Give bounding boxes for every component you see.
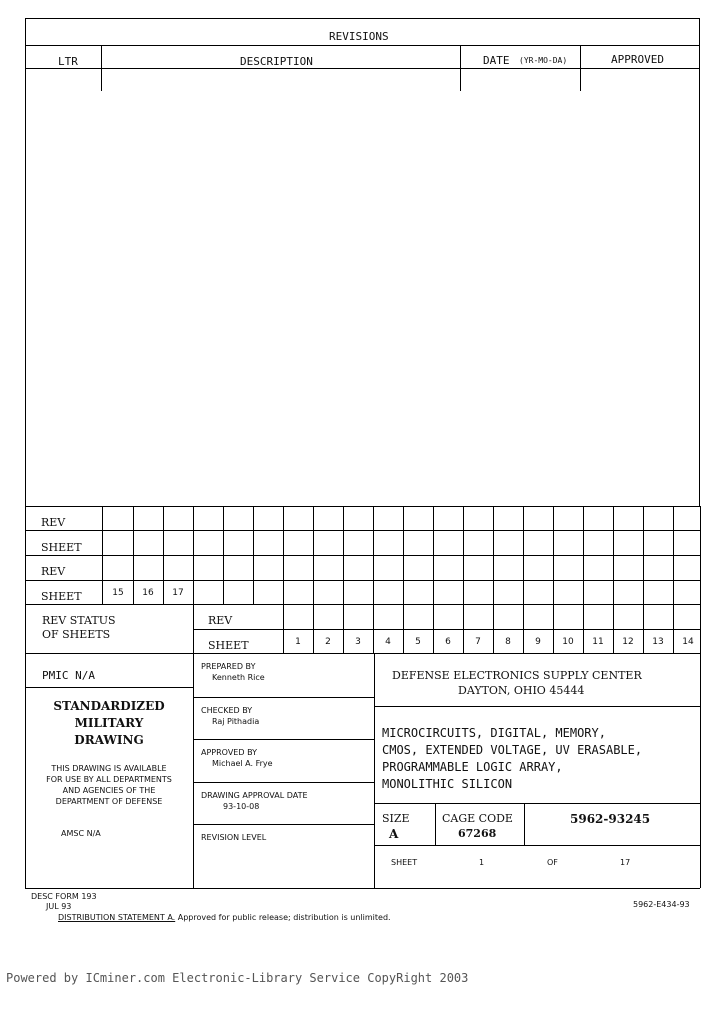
approval-date-label: DRAWING APPROVAL DATE	[201, 791, 308, 800]
standardized-line3: DRAWING	[74, 733, 144, 747]
upper-sheet-num-16: 16	[142, 588, 154, 598]
standardized-line1: STANDARDIZED	[53, 699, 165, 713]
grid-column-divider	[523, 506, 524, 604]
agency-divider	[374, 653, 375, 888]
agency-line1: DEFENSE ELECTRONICS SUPPLY CENTER	[392, 669, 642, 682]
title-block-pmic-line	[25, 687, 193, 688]
prepared-by-label: PREPARED BY	[201, 662, 256, 671]
grid-top-line	[25, 506, 700, 507]
title-block-right-border	[700, 653, 701, 888]
revisions-title: REVISIONS	[329, 30, 389, 43]
lower-sheet-num-2: 2	[325, 637, 331, 647]
document-code: 5962-E434-93	[633, 900, 690, 909]
lower-sheet-num-14: 14	[682, 637, 694, 647]
grid-column-divider	[223, 506, 224, 604]
rev-label-3: REV	[208, 614, 233, 627]
availability-line1: THIS DRAWING IS AVAILABLE	[51, 764, 167, 773]
col-approved: APPROVED	[611, 53, 664, 66]
availability-line2: FOR USE BY ALL DEPARTMENTS	[46, 775, 172, 784]
powered-by-footer: Powered by ICminer.com Electronic-Library Service CopyRight 2003	[6, 971, 469, 985]
checked-by-label: CHECKED BY	[201, 706, 253, 715]
lower-sheet-num-3: 3	[355, 637, 361, 647]
grid-column-divider	[193, 506, 194, 604]
upper-sheet-num-15: 15	[112, 588, 124, 598]
grid-line-3	[25, 555, 700, 556]
grid-column-divider	[583, 506, 584, 604]
form-line2: JUL 93	[46, 902, 72, 911]
grid-column-divider	[403, 506, 404, 604]
approved-by-value: Michael A. Frye	[212, 759, 273, 768]
lower-sheet-num-8: 8	[505, 637, 511, 647]
grid-column-divider	[643, 506, 644, 604]
revision-level-label: REVISION LEVEL	[201, 833, 267, 842]
cage-code-value: 67268	[458, 827, 497, 840]
lower-sheet-num-11: 11	[592, 637, 604, 647]
pmic-label: PMIC N/A	[42, 669, 95, 682]
lower-sheet-num-5: 5	[415, 637, 421, 647]
rev-status-line1: REV STATUS	[42, 614, 116, 627]
sig-line-4	[193, 824, 374, 825]
desc-line3: PROGRAMMABLE LOGIC ARRAY,	[382, 760, 563, 774]
lower-sheet-num-13: 13	[652, 637, 664, 647]
sheet-label: SHEET	[391, 858, 418, 867]
checked-by-value: Raj Pithadia	[212, 717, 260, 726]
distribution-statement	[58, 914, 391, 922]
grid-column-divider	[463, 506, 464, 604]
revisions-table	[25, 18, 700, 506]
agency-bottom-line	[374, 706, 700, 707]
desc-line4: MONOLITHIC SILICON	[382, 777, 513, 791]
approval-date-value: 93-10-08	[223, 802, 260, 811]
grid-column-divider	[613, 506, 614, 604]
grid-column-divider	[493, 506, 494, 604]
distribution-label: DISTRIBUTION STATEMENT A.	[58, 913, 176, 922]
form-line1: DESC FORM 193	[31, 892, 97, 901]
col-description: DESCRIPTION	[240, 55, 313, 68]
availability-line3: AND AGENCIES OF THE	[62, 786, 156, 795]
lower-sheet-num-10: 10	[562, 637, 574, 647]
sheet-label-1: SHEET	[41, 541, 82, 554]
col-ltr: LTR	[58, 55, 78, 68]
revisions-column-header-divider	[25, 68, 700, 69]
amsc-label: AMSC N/A	[61, 829, 101, 838]
sig-line-3	[193, 782, 374, 783]
standardized-line2: MILITARY	[74, 716, 144, 730]
lower-sheet-num-12: 12	[622, 637, 634, 647]
approved-by-label: APPROVED BY	[201, 748, 258, 757]
grid-column-divider	[433, 506, 434, 604]
revisions-col-divider-2	[460, 45, 461, 91]
sheet-label-3: SHEET	[208, 639, 249, 652]
sheet-label-2: SHEET	[41, 590, 82, 603]
grid-left-border	[25, 506, 26, 888]
lower-sheet-num-9: 9	[535, 637, 541, 647]
rev-label-2: REV	[41, 565, 66, 578]
grid-column-divider	[373, 506, 374, 604]
cage-dwg-divider	[524, 803, 525, 845]
revisions-col-divider-1	[101, 45, 102, 91]
rev-label-1: REV	[41, 516, 66, 529]
availability-line4: DEPARTMENT OF DEFENSE	[55, 797, 163, 806]
of-label: OF	[547, 858, 558, 867]
size-bottom-line	[374, 845, 700, 846]
agency-line2: DAYTON, OHIO 45444	[458, 684, 585, 697]
rev-status-line2: OF SHEETS	[42, 628, 111, 641]
size-label: SIZE	[382, 812, 410, 825]
drawing-number: 5962-93245	[570, 812, 651, 826]
desc-bottom-line	[374, 803, 700, 804]
grid-column-divider	[673, 506, 674, 604]
of-value: 17	[620, 858, 631, 867]
col-date: DATE	[483, 54, 510, 67]
sig-line-1	[193, 697, 374, 698]
grid-line-2	[25, 530, 700, 531]
grid-column-divider	[313, 506, 314, 604]
title-block-bottom	[25, 888, 700, 889]
sheet-value: 1	[479, 858, 485, 867]
lower-sheet-num-1: 1	[295, 637, 301, 647]
size-value: A	[389, 827, 399, 841]
upper-sheet-num-17: 17	[172, 588, 184, 598]
grid-column-divider	[283, 506, 284, 604]
sig-line-2	[193, 739, 374, 740]
rev-status-divider	[193, 604, 194, 888]
lower-sheet-num-7: 7	[475, 637, 481, 647]
grid-column-divider	[343, 506, 344, 604]
prepared-by-value: Kenneth Rice	[212, 673, 265, 682]
lower-sheet-num-4: 4	[385, 637, 391, 647]
size-cage-divider	[435, 803, 436, 845]
cage-code-label: CAGE CODE	[442, 812, 513, 825]
revisions-header-divider	[25, 45, 700, 46]
desc-line2: CMOS, EXTENDED VOLTAGE, UV ERASABLE,	[382, 743, 643, 757]
lower-sheet-num-6: 6	[445, 637, 451, 647]
revisions-col-divider-3	[580, 45, 581, 91]
distribution-text: Approved for public release; distribution is unlimited.	[175, 913, 391, 922]
grid-column-divider	[553, 506, 554, 604]
col-date-format: (YR-MO-DA)	[519, 56, 568, 65]
grid-column-divider	[253, 506, 254, 604]
desc-line1: MICROCIRCUITS, DIGITAL, MEMORY,	[382, 726, 606, 740]
